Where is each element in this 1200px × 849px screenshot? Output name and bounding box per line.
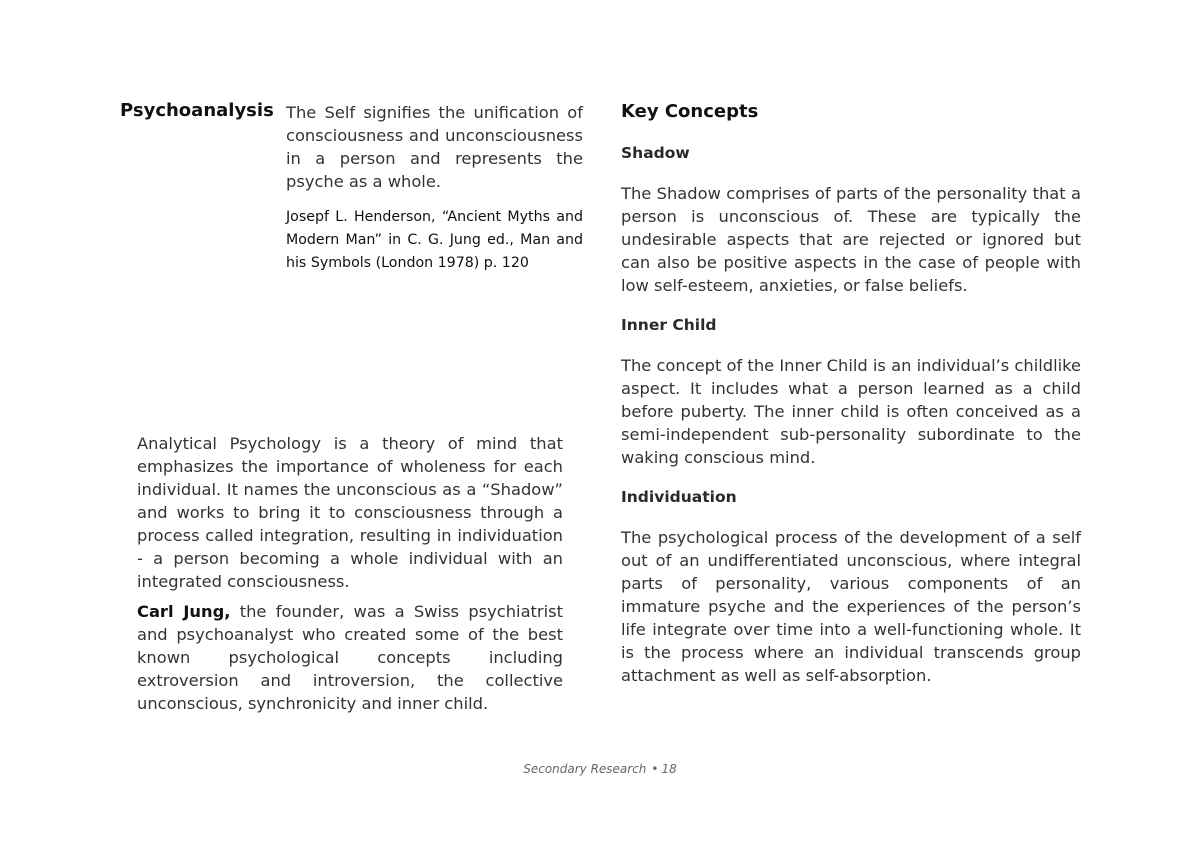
self-quote: The Self signifies the unification of consciousness and unconsciousness in a person and represents the psyche as a whole. (286, 103, 583, 191)
analytical-psychology-paragraph: Analytical Psychology is a theory of mind that emphasizes the importance of wholeness for each individual. It names the unconscious as a “Shadow” and works to bring it to consciousness through a process called integration, resulting in individuation - a person becoming a whole individual with an integrated consciousness. (137, 434, 563, 591)
footer-separator: • (651, 762, 659, 776)
page-title: Psychoanalysis (120, 100, 274, 121)
carl-jung-paragraph (137, 600, 563, 715)
concept-text-inner-child: The concept of the Inner Child is an individual’s childlike aspect. It includes what a person learned as a child before puberty. The inner child is often conceived as a semi-independent sub-personality subordinate to the waking conscious mind. (621, 356, 1081, 467)
page-footer (0, 762, 1200, 776)
quote-citation: Josepf L. Henderson, “Ancient Myths and Modern Man” in C. G. Jung ed., Man and his Symbols (London 1978) p. 120 (286, 209, 583, 271)
key-concepts-section (621, 100, 1081, 687)
carl-jung-lead: Carl Jung, (137, 602, 231, 621)
carl-jung-text: the founder, was a Swiss psychiatrist and psychoanalyst who created some of the best known psychological concepts including extroversion and introversion, the collective unconscious, synchronicity and inner child. (137, 602, 564, 713)
page-number: 18 (661, 762, 677, 776)
concept-text-individuation: The psychological process of the development of a self out of an undifferentiated unconscious, where integral parts of personality, various components of an immature psyche and the experiences of the person’s life integrate over time into a well-functioning whole. It is the process where an individual transcends group attachment as well as self-absorption. (621, 528, 1081, 685)
concept-title-inner-child: Inner Child (621, 316, 717, 334)
footer-section-label: Secondary Research (523, 762, 647, 776)
key-concepts-heading: Key Concepts (621, 101, 759, 122)
concept-title-shadow: Shadow (621, 144, 690, 162)
concept-text-shadow: The Shadow comprises of parts of the personality that a person is unconscious of. These are typically the undesirable aspects that are rejected or ignored but can also be positive aspects in the case of people with low self-esteem, anxieties, or false beliefs. (621, 184, 1081, 295)
quote-block (286, 101, 583, 275)
intro-block (137, 432, 563, 715)
concept-title-individuation: Individuation (621, 488, 737, 506)
